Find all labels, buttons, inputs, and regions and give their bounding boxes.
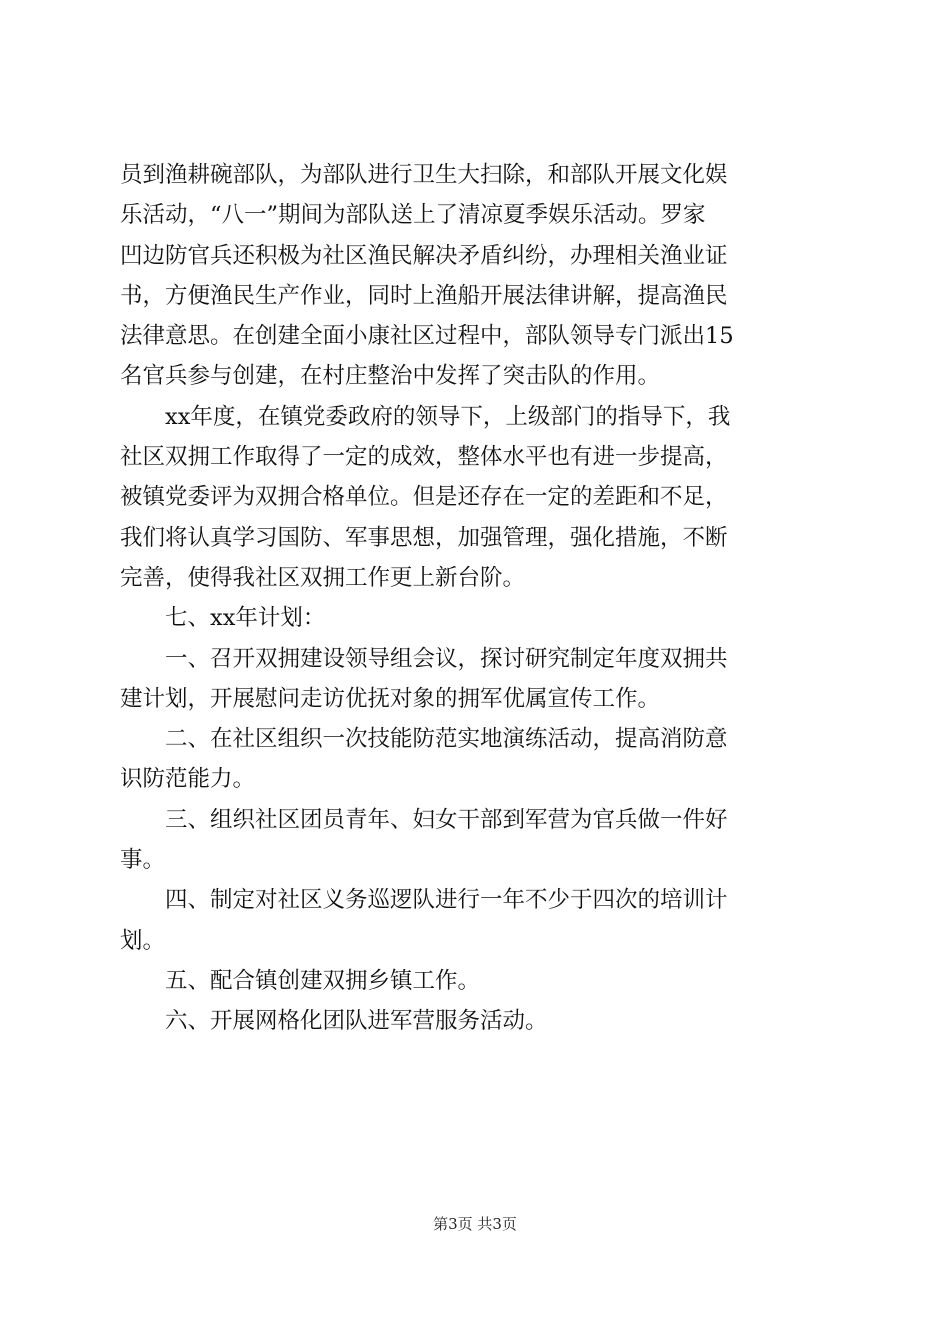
text-line: 凹边防官兵还积极为社区渔民解决矛盾纠纷，办理相关渔业证 [120, 242, 728, 269]
page-number-footer: 第3页 共3页 [433, 1215, 517, 1233]
text-line: 七、xx年计划： [120, 605, 326, 632]
text-line: 我们将认真学习国防、军事思想，加强管理，强化措施，不断 [120, 524, 728, 551]
text-line: 四、制定对社区义务巡逻队进行一年不少于四次的培训计 [120, 887, 728, 914]
text-line: 建计划，开展慰问走访优抚对象的拥军优属宣传工作。 [120, 685, 661, 712]
text-line: 六、开展网格化团队进军营服务活动。 [120, 1008, 548, 1035]
text-line: 乐活动，“八一”期间为部队送上了清凉夏季娱乐活动。罗家 [120, 202, 706, 229]
text-line: 名官兵参与创建，在村庄整治中发挥了突击队的作用。 [120, 363, 661, 390]
text-line: 一、召开双拥建设领导组会议，探讨研究制定年度双拥共 [120, 645, 728, 672]
document-body [120, 155, 832, 1042]
text-line: 书，方便渔民生产作业，同时上渔船开展法律讲解，提高渔民 [120, 282, 728, 309]
text-line: 三、组织社区团员青年、妇女干部到军营为官兵做一件好 [120, 806, 728, 833]
text-line: 员到渔耕碗部队，为部队进行卫生大扫除，和部队开展文化娱 [120, 162, 728, 188]
text-line: 社区双拥工作取得了一定的成效，整体水平也有进一步提高， [120, 444, 728, 471]
text-line: 二、在社区组织一次技能防范实地演练活动，提高消防意 [120, 726, 728, 753]
text-line: 法律意思。在创建全面小康社区过程中，部队领导专门派出15 [120, 323, 734, 350]
text-line: 识防范能力。 [120, 766, 256, 793]
text-line: 划。 [120, 927, 166, 954]
text-line: 被镇党委评为双拥合格单位。但是还存在一定的差距和不足， [120, 484, 728, 511]
text-line: xx年度，在镇党委政府的领导下，上级部门的指导下，我 [120, 403, 731, 430]
text-line: 事。 [120, 847, 166, 874]
text-line: 五、配合镇创建双拥乡镇工作。 [120, 967, 481, 994]
text-line: 完善，使得我社区双拥工作更上新台阶。 [120, 564, 526, 591]
